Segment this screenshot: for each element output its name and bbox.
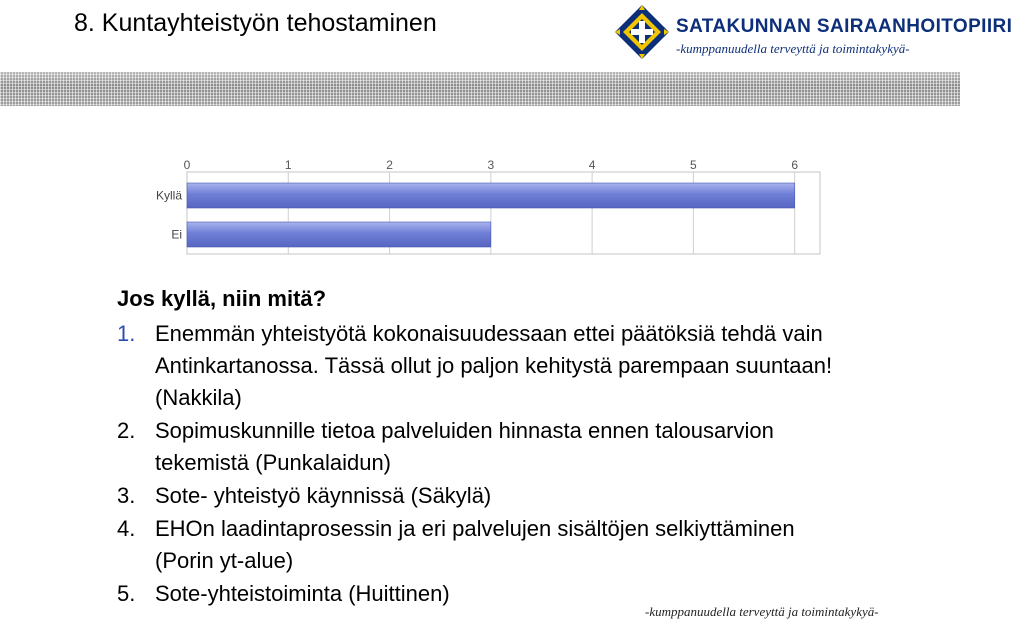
- answer-item: [117, 480, 837, 512]
- answer-item: [117, 513, 837, 577]
- answer-text: EHOn laadintaprosessin ja eri palvelujen sisältöjen selkiyttäminen (Porin yt-alue): [155, 516, 795, 573]
- organization-name: SATAKUNNAN SAIRAANHOITOPIIRI: [676, 16, 1012, 37]
- bar-chart: [140, 150, 825, 260]
- chart-xtick-label: 6: [791, 158, 799, 172]
- chart-xtick-label: 1: [284, 158, 292, 172]
- organization-logo: [614, 4, 1012, 66]
- chart-category-label: Ei: [171, 227, 182, 242]
- answer-text: Sopimuskunnille tietoa palveluiden hinnasta ennen talousarvion tekemistä (Punkalaidun): [155, 418, 774, 475]
- answer-text: Sote- yhteistyö käynnissä (Säkylä): [155, 483, 492, 508]
- organization-tagline: -kumppanuudella terveyttä ja toimintakykyä-: [676, 41, 910, 56]
- questions-heading: Jos kyllä, niin mitä?: [117, 286, 327, 311]
- answer-number: 5.: [117, 581, 136, 606]
- answer-number: 1.: [117, 321, 136, 346]
- chart-bar: [187, 222, 491, 247]
- answer-item: [117, 318, 837, 414]
- chart-bar: [187, 183, 795, 208]
- answer-number: 4.: [117, 516, 136, 541]
- chart-xtick-label: 3: [487, 158, 495, 172]
- answer-number: 2.: [117, 418, 136, 443]
- slide-title: 8. Kuntayhteistyön tehostaminen: [74, 9, 437, 37]
- logo-mark-icon: [614, 4, 670, 60]
- chart-xtick-label: 4: [588, 158, 596, 172]
- chart-category-label: Kyllä: [155, 188, 182, 203]
- header-band: [0, 72, 960, 106]
- answer-number: 3.: [117, 483, 136, 508]
- answer-text: Sote-yhteistoiminta (Huittinen): [155, 581, 450, 606]
- answer-item: [117, 415, 837, 479]
- answer-list: [117, 318, 837, 611]
- chart-xtick-label: 5: [690, 158, 697, 172]
- answer-text: Enemmän yhteistyötä kokonaisuudessaan ettei päätöksiä tehdä vain Antinkartanossa. Tässä ollut jo paljon kehitystä parempaan suuntaan! (Nakkila): [155, 321, 833, 410]
- footer-tagline: -kumppanuudella terveyttä ja toimintakykyä-: [645, 604, 879, 619]
- chart-xtick-label: 0: [183, 158, 191, 172]
- chart-xtick-label: 2: [386, 158, 393, 172]
